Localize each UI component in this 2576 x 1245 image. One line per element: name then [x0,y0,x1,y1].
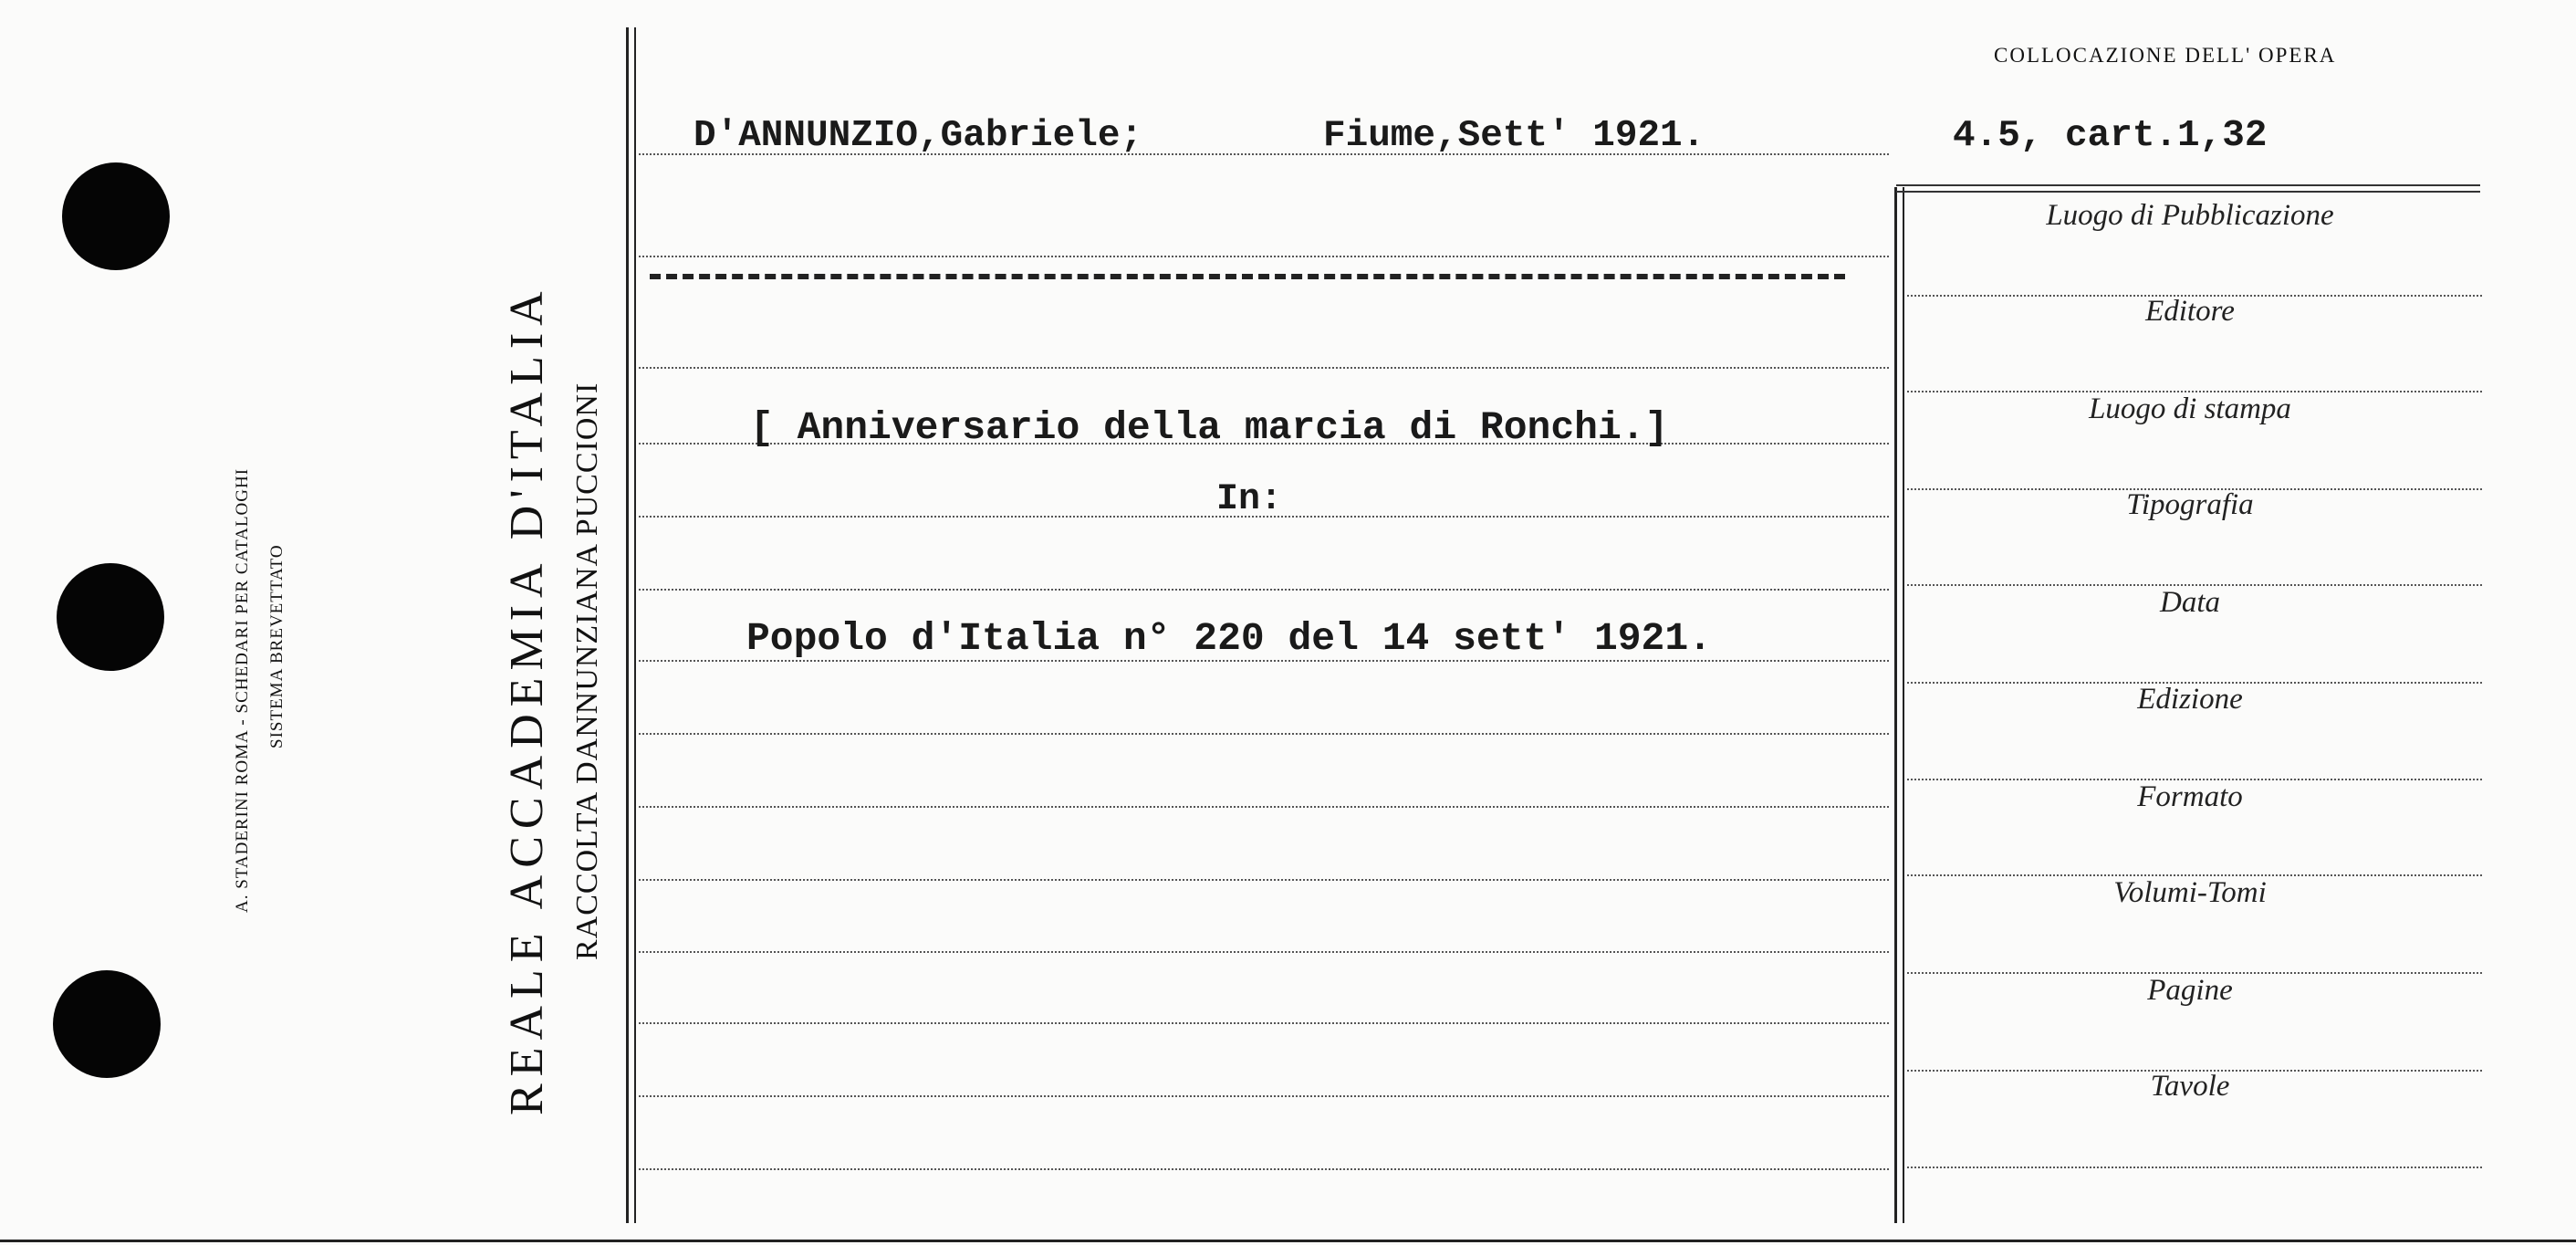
printer-credit-line1: A. STADERINI ROMA - SCHEDARI PER CATALOGHI [233,467,252,913]
field-label-pagine: Pagine [2147,974,2233,1007]
in-label: In: [1216,479,1283,520]
punch-hole-bottom [53,970,161,1078]
field-rule [1907,1167,2482,1168]
field-label-luogo-stampa: Luogo di stampa [2089,392,2291,425]
field-label-edizione: Edizione [2137,683,2243,716]
rule-line [639,879,1889,881]
card-bottom-edge [0,1240,2576,1242]
punch-hole-middle [57,563,164,671]
rule-line [639,367,1889,369]
punch-hole-top [62,162,170,270]
rule-line [639,951,1889,953]
field-label-volumi-tomi: Volumi-Tomi [2113,876,2267,909]
rule-line [639,589,1889,591]
field-label-formato: Formato [2137,780,2243,813]
dashed-separator [650,274,1845,279]
field-label-editore: Editore [2145,295,2235,328]
fields-divider [1894,187,1904,1223]
shelfmark: 4.5, cart.1,32 [1953,115,2268,157]
work-title: [ Anniversario della marcia di Ronchi.] [750,405,1669,450]
fields-top-rule [1896,184,2480,193]
field-label-data: Data [2160,586,2220,619]
rule-line [639,1095,1889,1097]
rule-line [639,733,1889,735]
field-label-tipografia: Tipografia [2126,488,2254,521]
rule-line [639,1022,1889,1024]
printer-credit-line2: SISTEMA BREVETTATO [267,544,287,748]
field-label-tavole: Tavole [2150,1070,2230,1103]
institution-name: REALE ACCADEMIA D'ITALIA [501,284,553,1115]
source-reference: Popolo d'Italia n° 220 del 14 sett' 1921. [746,616,1712,661]
place-date: Fiume,Sett' 1921. [1323,115,1705,157]
rule-line [639,1168,1889,1170]
collection-name: RACCOLTA DANNUNZIANA PUCCIONI [570,382,604,960]
field-label-luogo-pubblicazione: Luogo di Pubblicazione [2046,199,2334,232]
main-divider [626,27,636,1223]
author-name: D'ANNUNZIO,Gabriele; [694,115,1143,157]
rule-line [639,806,1889,808]
collocation-label: COLLOCAZIONE DELL' OPERA [1994,44,2337,67]
rule-line [639,256,1889,257]
